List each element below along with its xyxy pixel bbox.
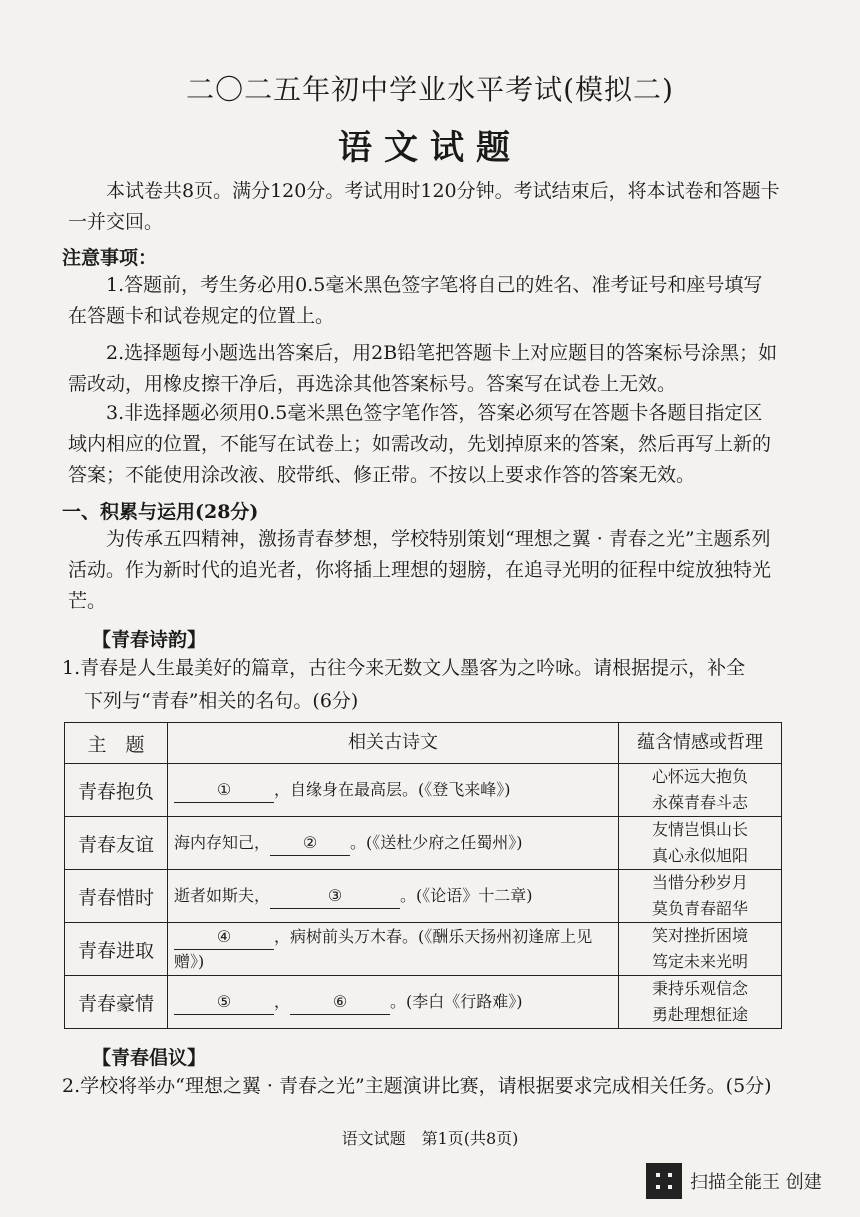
question-2: 2.学校将举办“理想之翼 · 青春之光”主题演讲比赛，请根据要求完成相关任务。(5分)	[62, 1075, 772, 1097]
poem-text: ，自缘身在最高层。(《登飞来峰》)	[274, 779, 511, 799]
notice-item-3: 3.非选择题必须用0.5毫米黑色签字笔作答，答案必须写在答题卡各题目指定区域内相应的位置，不能写在试卷上；如需改动，先划掉原来的答案，然后再写上新的答案；不能使用涂改液、胶带纸、修正带。不按以上要求作答的答案无效。	[68, 402, 772, 486]
poem-text: ，病树前头万木春。(《酬乐天扬州初逢席上见赠》)	[174, 926, 593, 971]
meaning-line: 心怀远大抱负	[651, 767, 748, 786]
table-row	[65, 764, 782, 817]
answer-blank[interactable]: ②	[270, 831, 350, 856]
poem-text: ，	[274, 991, 291, 1011]
row-theme: 青春进取	[65, 923, 168, 976]
row-poem	[168, 817, 619, 870]
meaning-line: 真心永似旭阳	[651, 846, 748, 865]
question-1-line-2: 下列与“青春”相关的名句。(6分)	[84, 690, 359, 712]
table-row	[65, 923, 782, 976]
row-meaning	[619, 923, 782, 976]
meaning-line: 勇赴理想征途	[651, 1005, 748, 1024]
meaning-line: 笑对挫折困境	[651, 926, 748, 945]
section1-intro: 为传承五四精神，激扬青春梦想，学校特别策划“理想之翼 · 青春之光”主题系列活动。作为新时代的追光者，你将插上理想的翅膀，在追寻光明的征程中绽放独特光芒。	[68, 528, 772, 612]
watermark-text: 扫描全能王 创建	[690, 1172, 822, 1193]
scanner-watermark	[646, 1163, 822, 1199]
notice-heading: 注意事项：	[62, 247, 158, 269]
table-row	[65, 870, 782, 923]
meaning-line: 永葆青春斗志	[651, 793, 748, 812]
row-theme: 青春豪情	[65, 976, 168, 1029]
poem-text: 海内存知己，	[174, 832, 271, 852]
exam-title: 二〇二五年初中学业水平考试(模拟二)	[186, 73, 674, 106]
row-theme: 青春抱负	[65, 764, 168, 817]
meaning-line: 笃定未来光明	[651, 952, 748, 971]
answer-blank[interactable]: ③	[270, 884, 400, 909]
poem-text: 逝者如斯夫，	[174, 885, 271, 905]
meaning-line: 友情岂惧山长	[651, 820, 748, 839]
row-poem	[168, 764, 619, 817]
notice-item-2: 2.选择题每小题选出答案后，用2B铅笔把答题卡上对应题目的答案标号涂黑；如需改动，用橡皮擦干净后，再选涂其他答案标号。答案写在试卷上无效。	[68, 342, 778, 395]
row-poem	[168, 870, 619, 923]
meaning-line: 莫负青春韶华	[651, 899, 748, 918]
answer-blank[interactable]: ①	[174, 778, 274, 803]
row-poem	[168, 923, 619, 976]
header-meaning: 蕴含情感或哲理	[619, 723, 782, 764]
poem-text: 。(《送杜少府之任蜀州》)	[350, 832, 523, 852]
table-row	[65, 817, 782, 870]
qr-code-icon	[646, 1163, 682, 1199]
answer-blank[interactable]: ⑥	[290, 990, 390, 1015]
question-1-line-1: 1.青春是人生最美好的篇章，古往今来无数文人墨客为之吟咏。请根据提示，补全	[62, 657, 746, 679]
section1-heading: 一、积累与运用(28分)	[62, 501, 259, 523]
poem-text: 。(李白《行路难》)	[390, 991, 523, 1011]
header-poem: 相关古诗文	[168, 723, 619, 764]
row-meaning	[619, 817, 782, 870]
meaning-line: 秉持乐观信念	[651, 979, 748, 998]
page-footer: 语文试题 第1页(共8页)	[341, 1129, 519, 1148]
table-row	[65, 976, 782, 1029]
table-header-row	[65, 723, 782, 764]
exam-intro: 本试卷共8页。满分120分。考试用时120分钟。考试结束后，将本试卷和答题卡一并交回。	[68, 180, 780, 233]
header-theme: 主 题	[65, 723, 168, 764]
part1-heading: 【青春诗韵】	[92, 629, 207, 651]
poem-table	[64, 722, 782, 1029]
part2-heading: 【青春倡议】	[92, 1047, 207, 1069]
row-meaning	[619, 870, 782, 923]
row-theme: 青春友谊	[65, 817, 168, 870]
row-meaning	[619, 764, 782, 817]
answer-blank[interactable]: ④	[174, 925, 274, 950]
question-1	[62, 652, 782, 718]
poem-text: 。(《论语》十二章)	[400, 885, 533, 905]
notice-item-1: 1.答题前，考生务必用0.5毫米黑色签字笔将自己的姓名、准考证号和座号填写在答题卡和试卷规定的位置上。	[68, 274, 763, 327]
row-theme: 青春惜时	[65, 870, 168, 923]
row-meaning	[619, 976, 782, 1029]
subject-title: 语文试题	[338, 128, 522, 168]
row-poem	[168, 976, 619, 1029]
meaning-line: 当惜分秒岁月	[651, 873, 748, 892]
answer-blank[interactable]: ⑤	[174, 990, 274, 1015]
